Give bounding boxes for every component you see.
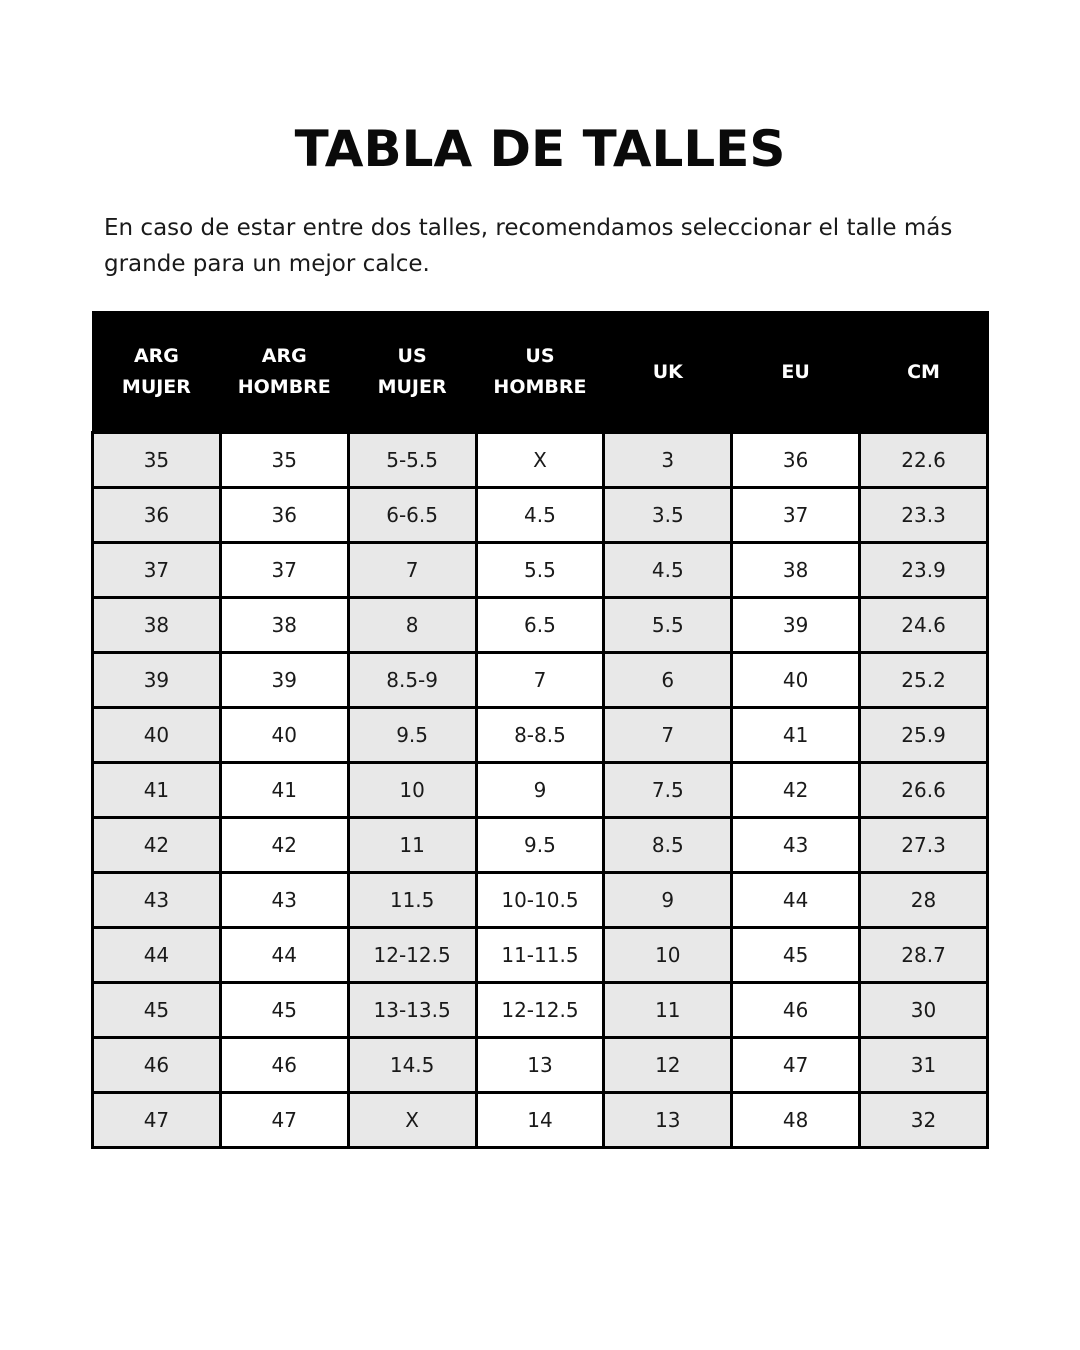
table-cell: 41 <box>732 708 860 763</box>
table-cell: 25.2 <box>860 653 988 708</box>
table-cell: 43 <box>93 873 221 928</box>
table-cell: 46 <box>732 983 860 1038</box>
table-cell: 38 <box>220 598 348 653</box>
table-cell: 12-12.5 <box>348 928 476 983</box>
table-cell: 45 <box>732 928 860 983</box>
table-cell: 23.9 <box>860 543 988 598</box>
table-cell: 3 <box>604 433 732 488</box>
table-cell: 40 <box>93 708 221 763</box>
table-cell: 32 <box>860 1093 988 1148</box>
column-header-line: CM <box>907 360 940 383</box>
table-row <box>93 598 988 653</box>
table-cell: 30 <box>860 983 988 1038</box>
table-cell: 8.5-9 <box>348 653 476 708</box>
table-row <box>93 818 988 873</box>
table-row <box>93 763 988 818</box>
table-cell: 44 <box>220 928 348 983</box>
table-row <box>93 1038 988 1093</box>
table-cell: 42 <box>732 763 860 818</box>
table-cell: 42 <box>93 818 221 873</box>
column-header <box>860 312 988 433</box>
column-header <box>476 312 604 433</box>
page-title: TABLA DE TALLES <box>294 120 786 178</box>
table-cell: 40 <box>220 708 348 763</box>
table-cell: 10 <box>604 928 732 983</box>
size-chart-table <box>91 311 989 1149</box>
table-cell: 47 <box>220 1093 348 1148</box>
table-cell: 44 <box>732 873 860 928</box>
table-cell: 41 <box>93 763 221 818</box>
table-cell: 47 <box>93 1093 221 1148</box>
table-cell: 23.3 <box>860 488 988 543</box>
table-cell: 10-10.5 <box>476 873 604 928</box>
table-cell: 36 <box>93 488 221 543</box>
table-cell: 38 <box>93 598 221 653</box>
table-cell: 13 <box>604 1093 732 1148</box>
table-cell: 7.5 <box>604 763 732 818</box>
table-cell: 37 <box>732 488 860 543</box>
table-cell: 37 <box>93 543 221 598</box>
column-header-line: MUJER <box>121 376 191 398</box>
table-cell: 13-13.5 <box>348 983 476 1038</box>
table-cell: 35 <box>220 433 348 488</box>
table-cell: 7 <box>604 708 732 763</box>
table-cell: 11.5 <box>348 873 476 928</box>
table-cell: 37 <box>220 543 348 598</box>
table-cell: 46 <box>220 1038 348 1093</box>
table-cell: X <box>476 433 604 488</box>
table-row <box>93 708 988 763</box>
table-cell: 3.5 <box>604 488 732 543</box>
table-cell: 13 <box>476 1038 604 1093</box>
column-header <box>604 312 732 433</box>
table-cell: 5.5 <box>604 598 732 653</box>
column-header-line: ARG <box>133 345 179 367</box>
table-cell: 36 <box>732 433 860 488</box>
header-row <box>93 312 988 433</box>
table-cell: 12-12.5 <box>476 983 604 1038</box>
table-cell: 11 <box>348 818 476 873</box>
table-cell: 9.5 <box>476 818 604 873</box>
table-cell: 7 <box>476 653 604 708</box>
table-cell: 45 <box>93 983 221 1038</box>
column-header <box>348 312 476 433</box>
table-cell: 38 <box>732 543 860 598</box>
table-cell: 8 <box>348 598 476 653</box>
table-cell: 24.6 <box>860 598 988 653</box>
table-row <box>93 928 988 983</box>
table-cell: 40 <box>732 653 860 708</box>
table-cell: 12 <box>604 1038 732 1093</box>
column-header-line: ARG <box>261 345 307 367</box>
table-cell: 36 <box>220 488 348 543</box>
table-cell: 9.5 <box>348 708 476 763</box>
table-row <box>93 873 988 928</box>
table-cell: 26.6 <box>860 763 988 818</box>
table-cell: 10 <box>348 763 476 818</box>
column-header-line: EU <box>781 360 810 383</box>
table-row <box>93 1093 988 1148</box>
table-cell: 7 <box>348 543 476 598</box>
table-cell: 43 <box>220 873 348 928</box>
table-cell: 43 <box>732 818 860 873</box>
table-cell: 27.3 <box>860 818 988 873</box>
table-cell: 42 <box>220 818 348 873</box>
table-cell: 8-8.5 <box>476 708 604 763</box>
size-advice-text: En caso de estar entre dos talles, recomendamos seleccionar el talle más grande para un mejor calce. <box>104 215 953 277</box>
table-cell: 6-6.5 <box>348 488 476 543</box>
size-chart-body <box>93 433 988 1148</box>
table-cell: 9 <box>604 873 732 928</box>
table-cell: 28.7 <box>860 928 988 983</box>
table-cell: 45 <box>220 983 348 1038</box>
column-header <box>93 312 221 433</box>
table-cell: 44 <box>93 928 221 983</box>
table-row <box>93 433 988 488</box>
table-cell: 14 <box>476 1093 604 1148</box>
table-cell: 4.5 <box>476 488 604 543</box>
column-header <box>220 312 348 433</box>
table-cell: 5-5.5 <box>348 433 476 488</box>
table-cell: 8.5 <box>604 818 732 873</box>
column-header <box>732 312 860 433</box>
table-cell: 4.5 <box>604 543 732 598</box>
table-cell: 14.5 <box>348 1038 476 1093</box>
table-cell: 48 <box>732 1093 860 1148</box>
table-cell: 25.9 <box>860 708 988 763</box>
table-cell: 11-11.5 <box>476 928 604 983</box>
table-cell: 6 <box>604 653 732 708</box>
table-cell: 47 <box>732 1038 860 1093</box>
table-row <box>93 983 988 1038</box>
column-header-line: HOMBRE <box>237 376 331 398</box>
table-cell: 46 <box>93 1038 221 1093</box>
column-header-line: UK <box>652 360 683 383</box>
column-header-line: HOMBRE <box>493 376 587 398</box>
table-cell: 28 <box>860 873 988 928</box>
table-cell: 39 <box>220 653 348 708</box>
table-cell: 5.5 <box>476 543 604 598</box>
table-cell: 39 <box>732 598 860 653</box>
table-row <box>93 653 988 708</box>
table-row <box>93 543 988 598</box>
table-cell: 6.5 <box>476 598 604 653</box>
table-cell: 39 <box>93 653 221 708</box>
size-chart-header <box>93 312 988 433</box>
table-cell: 31 <box>860 1038 988 1093</box>
table-cell: 22.6 <box>860 433 988 488</box>
table-row <box>93 488 988 543</box>
table-cell: X <box>348 1093 476 1148</box>
table-cell: 9 <box>476 763 604 818</box>
column-header-line: US <box>397 345 427 367</box>
column-header-line: US <box>525 345 555 367</box>
table-cell: 41 <box>220 763 348 818</box>
table-cell: 35 <box>93 433 221 488</box>
table-cell: 11 <box>604 983 732 1038</box>
column-header-line: MUJER <box>377 376 447 398</box>
